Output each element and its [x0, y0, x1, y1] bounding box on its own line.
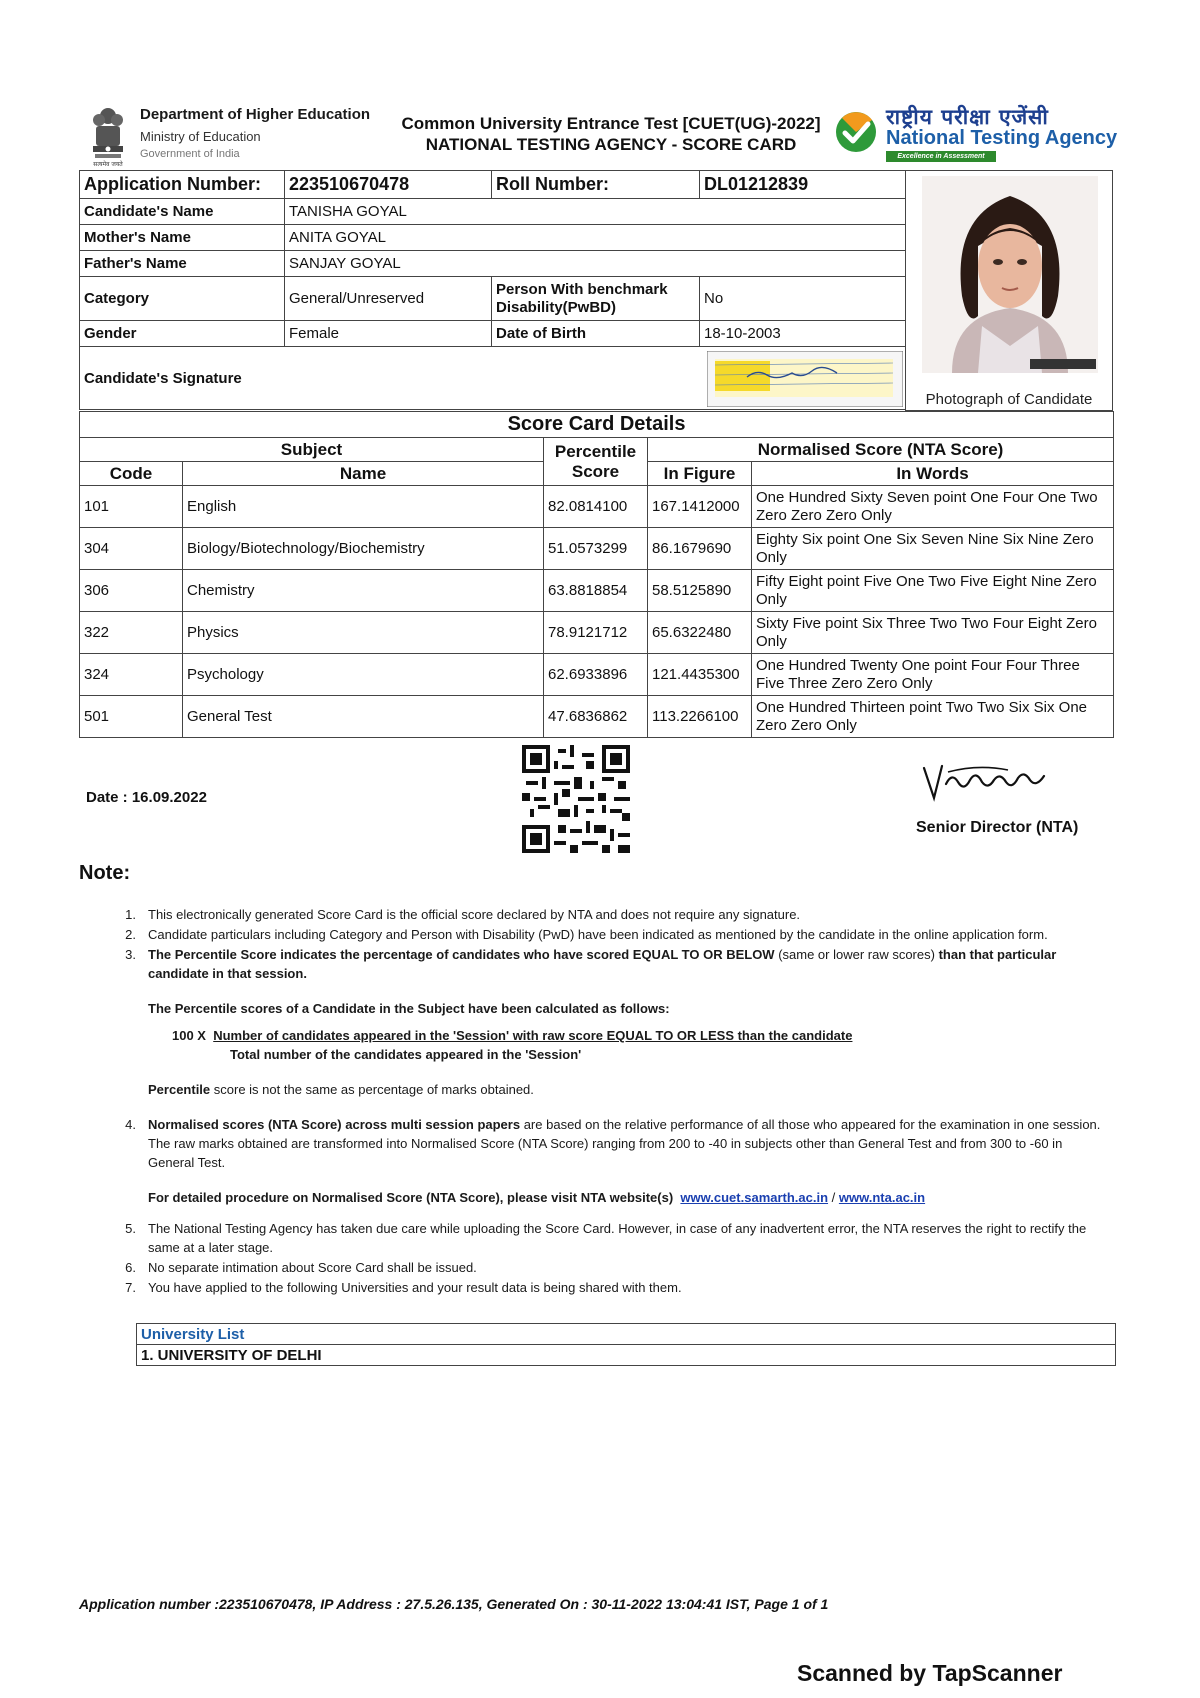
percentile-score: 63.8818854	[544, 570, 648, 612]
in-figure-header: In Figure	[648, 462, 752, 486]
note-3-percentile-text: score is not the same as percentage of marks obtained.	[210, 1082, 534, 1097]
roll-number-label: Roll Number:	[492, 171, 700, 199]
nta-hindi-name: राष्ट्रीय परीक्षा एजेंसी	[886, 105, 1049, 129]
application-number-label: Application Number:	[80, 171, 285, 199]
table-row	[80, 654, 1114, 696]
note-text: No separate intimation about Score Card shall be issued.	[148, 1260, 477, 1275]
svg-text:सत्यमेव जयते: सत्यमेव जयते	[93, 161, 123, 168]
signature-label: Candidate's Signature	[80, 347, 700, 410]
department-title: Department of Higher Education	[140, 106, 371, 123]
subject-name: Physics	[183, 612, 544, 654]
nta-score-figure: 113.2266100	[648, 696, 752, 738]
nta-score-words: Fifty Eight point Five One Two Five Eight Nine Zero Only	[752, 570, 1114, 612]
dob-value: 18-10-2003	[700, 321, 906, 347]
application-number-value: 223510670478	[285, 171, 492, 199]
issue-date: Date : 16.09.2022	[86, 789, 207, 806]
pwbd-label: Person With benchmark Disability(PwBD)	[492, 277, 700, 321]
candidate-name-label: Candidate's Name	[80, 199, 285, 225]
nta-link[interactable]: www.nta.ac.in	[838, 1190, 926, 1205]
note-3-plain: (same or lower raw scores)	[774, 947, 939, 962]
gender-value: Female	[285, 321, 492, 347]
table-row	[80, 612, 1114, 654]
university-list-table	[136, 1323, 1116, 1366]
note-3-bold-c: than that particular candidate in that session.	[148, 947, 1057, 981]
director-signature-image	[918, 758, 1058, 804]
note-3-calc: The Percentile scores of a Candidate in the Subject have been calculated as follows:	[148, 1001, 670, 1016]
note-item: 5. The National Testing Agency has taken due care while uploading the Score Card. However, in case of any inadvertent error, the NTA reserves the right to rectify the same at a later stage.	[112, 1219, 1112, 1257]
category-label: Category	[80, 277, 285, 321]
score-card-table	[79, 411, 1114, 738]
nta-score-figure: 167.1412000	[648, 486, 752, 528]
national-emblem-logo	[88, 102, 128, 168]
director-title: Senior Director (NTA)	[916, 819, 1079, 836]
note-3-bold-a: The Percentile Score indicates the percentage of candidates who have scored EQUAL TO OR BELOW	[148, 947, 775, 962]
note-4-bold: Normalised scores (NTA Score) across multi session papers	[148, 1117, 521, 1132]
category-value: General/Unreserved	[285, 277, 492, 321]
candidate-photo	[922, 176, 1098, 373]
father-name-value: SANJAY GOYAL	[285, 251, 906, 277]
note-4-procedure: For detailed procedure on Normalised Score (NTA Score), please visit NTA website(s)	[148, 1190, 674, 1205]
roll-number-value: DL01212839	[700, 171, 906, 199]
formula-denominator: Total number of the candidates appeared in the 'Session'	[230, 1047, 582, 1062]
mother-name-value: ANITA GOYAL	[285, 225, 906, 251]
table-row	[80, 528, 1114, 570]
ministry-name: Ministry of Education	[140, 129, 261, 144]
gender-label: Gender	[80, 321, 285, 347]
subject-name: Psychology	[183, 654, 544, 696]
percentile-score: 47.6836862	[544, 696, 648, 738]
subject-name: Biology/Biotechnology/Biochemistry	[183, 528, 544, 570]
percentile-header: Percentile Score	[544, 438, 648, 486]
note-text: The National Testing Agency has taken due care while uploading the Score Card. However, in case of any inadvertent error, the NTA reserves the right to rectify the same at a later stage.	[148, 1221, 1087, 1255]
link-separator: /	[828, 1190, 839, 1205]
nta-score-words: Sixty Five point Six Three Two Two Four Eight Zero Only	[752, 612, 1114, 654]
nta-score-figure: 58.5125890	[648, 570, 752, 612]
percentile-score: 62.6933896	[544, 654, 648, 696]
university-item: 1. UNIVERSITY OF DELHI	[137, 1345, 1116, 1366]
note-item: 4. Normalised scores (NTA Score) across multi session papers are based on the relative performance of all those who appeared for the examination in one session. The raw marks obtained are transformed into Normalised Score (NTA Score) ranging from 200 to -40 in subjects other than General Test and from 300 to -60 in General Test. For detailed procedure on Normalised Score (NTA Score), please visit NTA website(s) www.cuet.samarth.ac.in / www.nta.ac.in	[112, 1115, 1112, 1207]
subject-code: 101	[80, 486, 183, 528]
mother-name-label: Mother's Name	[80, 225, 285, 251]
notes-title: Note:	[79, 862, 131, 884]
formula-numerator: Number of candidates appeared in the 'Session' with raw score EQUAL TO OR LESS than the candidate	[213, 1028, 853, 1043]
subject-code: 306	[80, 570, 183, 612]
notes-list	[112, 905, 1112, 1298]
normalised-header: Normalised Score (NTA Score)	[648, 438, 1114, 462]
note-text	[148, 945, 1112, 1099]
page-title	[386, 113, 836, 155]
footer-info: Application number :223510670478, IP Address : 27.5.26.135, Generated On : 30-11-2022 13:04:41 IST, Page 1 of 1	[79, 1596, 829, 1612]
subject-name: General Test	[183, 696, 544, 738]
table-row	[80, 486, 1114, 528]
candidate-signature-image	[707, 351, 903, 407]
note-item: 6. No separate intimation about Score Card shall be issued.	[112, 1258, 1112, 1277]
nta-score-words: Eighty Six point One Six Seven Nine Six Nine Zero Only	[752, 528, 1114, 570]
note-4-text: are based on the relative performance of all those who appeared for the examination in one session. The raw marks obtained are transformed into Normalised Score (NTA Score) ranging from 200 to -40 in subjects other than General Test and from 300 to -60 in General Test.	[148, 1117, 1101, 1170]
father-name-label: Father's Name	[80, 251, 285, 277]
dob-label: Date of Birth	[492, 321, 700, 347]
title-line-1: Common University Entrance Test [CUET(UG)-2022]	[401, 114, 821, 133]
note-item: 1. This electronically generated Score Card is the official score declared by NTA and does not require any signature.	[112, 905, 1112, 924]
subject-code: 322	[80, 612, 183, 654]
note-text: This electronically generated Score Card is the official score declared by NTA and does not require any signature.	[148, 907, 801, 922]
subject-code: 304	[80, 528, 183, 570]
nta-english-name: National Testing Agency	[886, 127, 1118, 149]
candidate-name-value: TANISHA GOYAL	[285, 199, 906, 225]
subject-header: Subject	[80, 438, 544, 462]
nta-logo-icon	[834, 110, 878, 154]
subject-name: Chemistry	[183, 570, 544, 612]
percentile-score: 51.0573299	[544, 528, 648, 570]
name-header: Name	[183, 462, 544, 486]
note-text: You have applied to the following Universities and your result data is being shared with them.	[148, 1280, 682, 1295]
note-3-percentile-bold: Percentile	[148, 1082, 211, 1097]
title-line-2: NATIONAL TESTING AGENCY - SCORE CARD	[425, 135, 797, 154]
university-list-header: University List	[137, 1324, 1116, 1345]
formula-prefix: 100 X	[172, 1028, 206, 1043]
percentile-formula	[172, 1026, 1112, 1064]
note-text	[148, 1115, 1112, 1207]
subject-name: English	[183, 486, 544, 528]
note-item: 7. You have applied to the following Universities and your result data is being shared with them.	[112, 1278, 1112, 1297]
percentile-score: 78.9121712	[544, 612, 648, 654]
nta-score-words: One Hundred Thirteen point Two Two Six Six One Zero Zero Only	[752, 696, 1114, 738]
code-header: Code	[80, 462, 183, 486]
qr-code	[522, 745, 630, 853]
nta-score-words: One Hundred Sixty Seven point One Four One Two Zero Zero Zero Only	[752, 486, 1114, 528]
nta-score-words: One Hundred Twenty One point Four Four Three Five Three Zero Zero Only	[752, 654, 1114, 696]
cuet-link[interactable]: www.cuet.samarth.ac.in	[680, 1190, 829, 1205]
pwbd-value: No	[700, 277, 906, 321]
nta-tagline: Excellence in Assessment	[886, 151, 996, 162]
table-row	[80, 696, 1114, 738]
list-item	[137, 1345, 1116, 1366]
note-item: 2. Candidate particulars including Category and Person with Disability (PwD) have been indicated as mentioned by the candidate in the online application form.	[112, 925, 1112, 944]
scanner-watermark: Scanned by TapScanner	[797, 1660, 1063, 1686]
percentile-score: 82.0814100	[544, 486, 648, 528]
note-item: 3. The Percentile Score indicates the percentage of candidates who have scored EQUAL TO OR BELOW (same or lower raw scores) than that particular candidate in that session. The Percentile scores of a Candidate in the Subject have been calculated as follows: 100 X Number of candidates appeared in the 'Session' with raw score EQUAL TO OR LESS than the candidate Total number of the candidates appeared in the 'Session' Percentile score is not the same as percentage of marks obtained.	[112, 945, 1112, 1099]
nta-score-figure: 121.4435300	[648, 654, 752, 696]
nta-score-figure: 86.1679690	[648, 528, 752, 570]
subject-code: 501	[80, 696, 183, 738]
note-text: Candidate particulars including Category and Person with Disability (PwD) have been indicated as mentioned by the candidate in the online application form.	[148, 927, 1048, 942]
government-name: Government of India	[140, 148, 240, 160]
photo-caption: Photograph of Candidate	[925, 391, 1093, 408]
in-words-header: In Words	[752, 462, 1114, 486]
nta-score-figure: 65.6322480	[648, 612, 752, 654]
table-row	[80, 570, 1114, 612]
subject-code: 324	[80, 654, 183, 696]
score-card-title: Score Card Details	[80, 412, 1114, 438]
